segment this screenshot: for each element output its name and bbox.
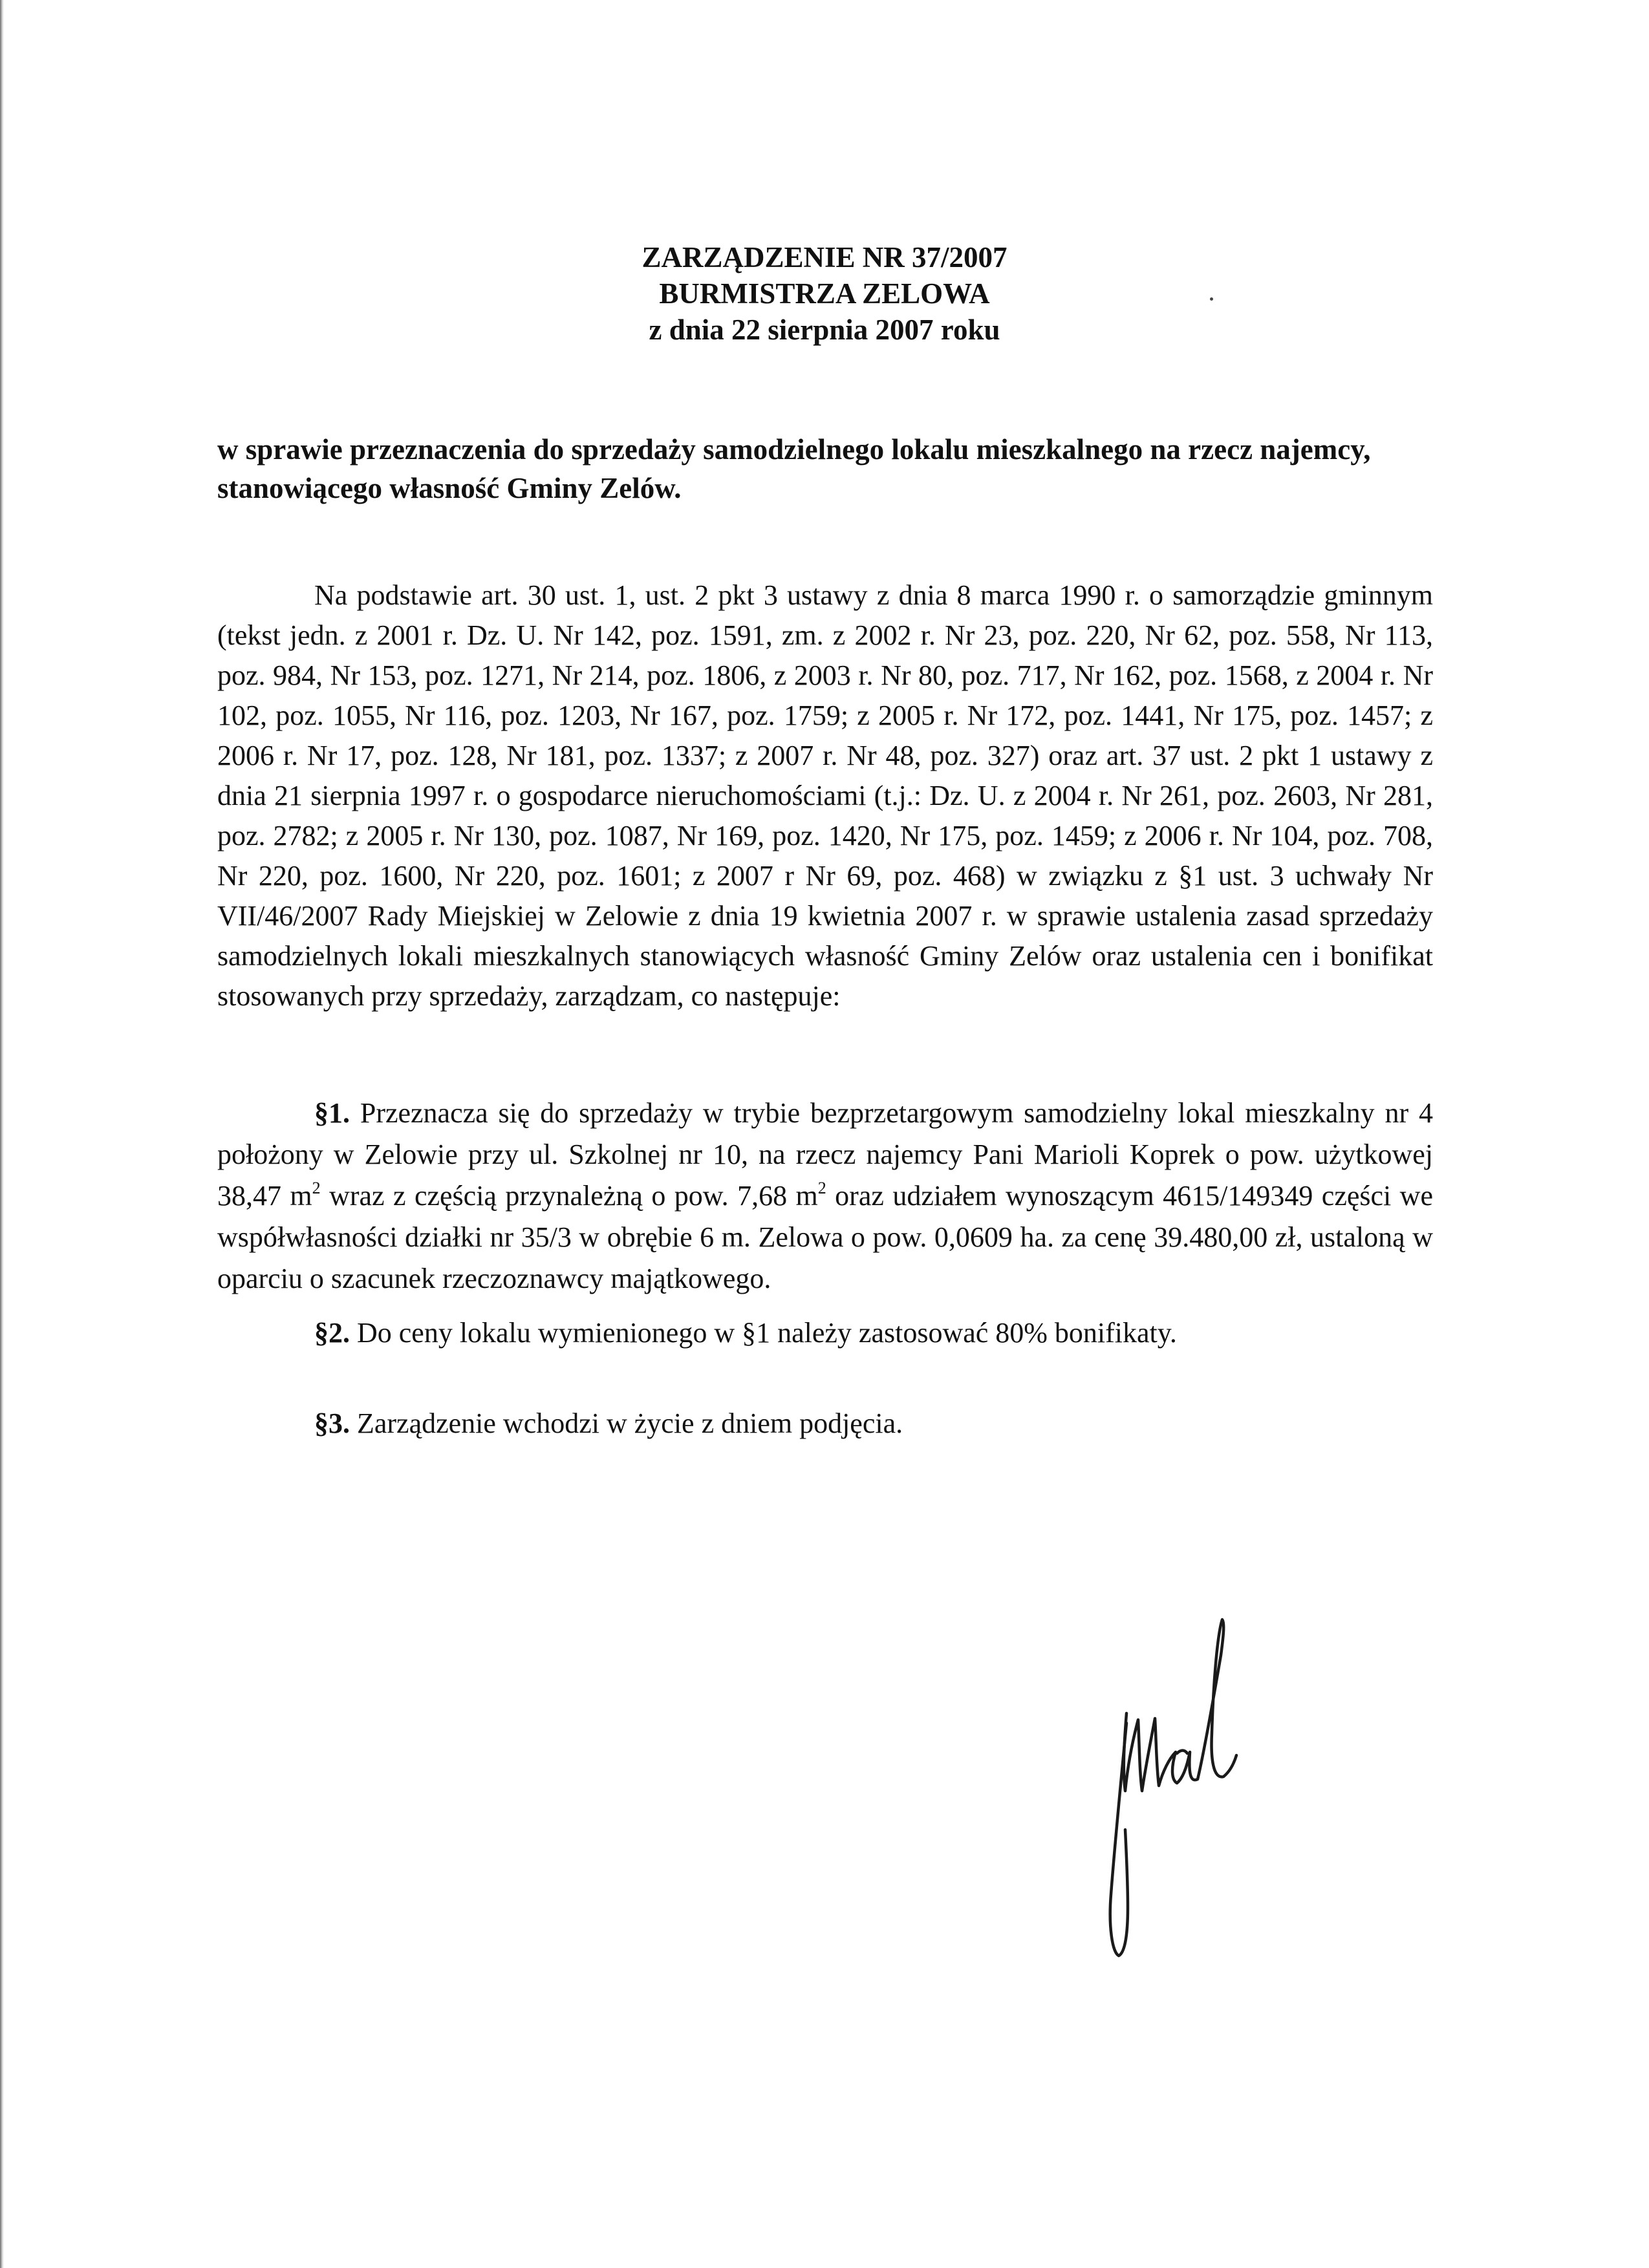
section-3	[217, 1403, 1433, 1444]
document-date: z dnia 22 sierpnia 2007 roku	[649, 314, 1000, 346]
section-1-marker: §1.	[314, 1097, 350, 1129]
section-1-text-c: oraz udziałem wynoszącym 4615/149349 części we współwłasności działki nr 35/3 w obrębie 6 m. Zelowa o pow. 0,0609 ha. za cenę 39.480,00 zł, ustaloną w oparciu o szacunek rzeczoznawcy majątkowego.	[217, 1180, 1433, 1294]
section-3-marker: §3.	[314, 1407, 350, 1439]
document-title: ZARZĄDZENIE NR 37/2007	[641, 241, 1008, 273]
section-3-text: Zarządzenie wchodzi w życie z dniem podjęcia.	[350, 1407, 903, 1439]
section-2-text: Do ceny lokalu wymienionego w §1 należy zastosować 80% bonifikaty.	[350, 1317, 1177, 1349]
document-subject: w sprawie przeznaczenia do sprzedaży samodzielnego lokalu mieszkalnego na rzecz najemcy, stanowiącego własność Gminy Zelów.	[217, 433, 1371, 504]
scan-speck	[1210, 297, 1213, 301]
section-1	[217, 1093, 1433, 1300]
legal-basis-paragraph: Na podstawie art. 30 ust. 1, ust. 2 pkt 3 ustawy z dnia 8 marca 1990 r. o samorządzie gminnym (tekst jedn. z 2001 r. Dz. U. Nr 142, poz. 1591, zm. z 2002 r. Nr 23, poz. 220, Nr 62, poz. 558, Nr 113, poz. 984, Nr 153, poz. 1271, Nr 214, poz. 1806, z 2003 r. Nr 80, poz. 717, Nr 162, poz. 1568, z 2004 r. Nr 102, poz. 1055, Nr 116, poz. 1203, Nr 167, poz. 1759; z 2005 r. Nr 172, poz. 1441, Nr 175, poz. 1457; z 2006 r. Nr 17, poz. 128, Nr 181, poz. 1337; z 2007 r. Nr 48, poz. 327) oraz art. 37 ust. 2 pkt 1 ustawy z dnia 21 sierpnia 1997 r. o gospodarce nieruchomościami (t.j.: Dz. U. z 2004 r. Nr 261, poz. 2603, Nr 281, poz. 2782; z 2005 r. Nr 130, poz. 1087, Nr 169, poz. 1420, Nr 175, poz. 1459; z 2006 r. Nr 104, poz. 708, Nr 220, poz. 1600, Nr 220, poz. 1601; z 2007 r Nr 69, poz. 468) w związku z §1 ust. 3 uchwały Nr VII/46/2007 Rady Miejskiej w Zelowie z dnia 19 kwietnia 2007 r. w sprawie ustalenia zasad sprzedaży samodzielnych lokali mieszkalnych stanowiących własność Gminy Zelów oraz ustalenia cen i bonifikat stosowanych przy sprzedaży, zarządzam, co następuje:	[217, 579, 1433, 1012]
document-header	[0, 239, 1649, 348]
document-issuer: BURMISTRZA ZELOWA	[659, 277, 990, 310]
handwritten-signature	[1086, 1610, 1300, 1972]
section-1-sup-b: 2	[817, 1179, 826, 1197]
signature-stroke-loop	[1177, 1751, 1187, 1754]
signature-stroke-main	[1124, 1620, 1236, 1791]
section-2	[217, 1312, 1433, 1354]
section-1-sup-a: 2	[312, 1179, 321, 1197]
section-2-marker: §2.	[314, 1317, 350, 1349]
section-1-text-b: wraz z częścią przynależną o pow. 7,68 m	[320, 1180, 818, 1212]
section-1-text-a: Przeznacza się do sprzedaży w trybie bezprzetargowym samodzielny lokal mieszkalny nr 4 położony w Zelowie przy ul. Szkolnej nr 10, na rzecz najemcy Pani Marioli Koprek o pow. użytkowej 38,47 m	[217, 1097, 1433, 1212]
